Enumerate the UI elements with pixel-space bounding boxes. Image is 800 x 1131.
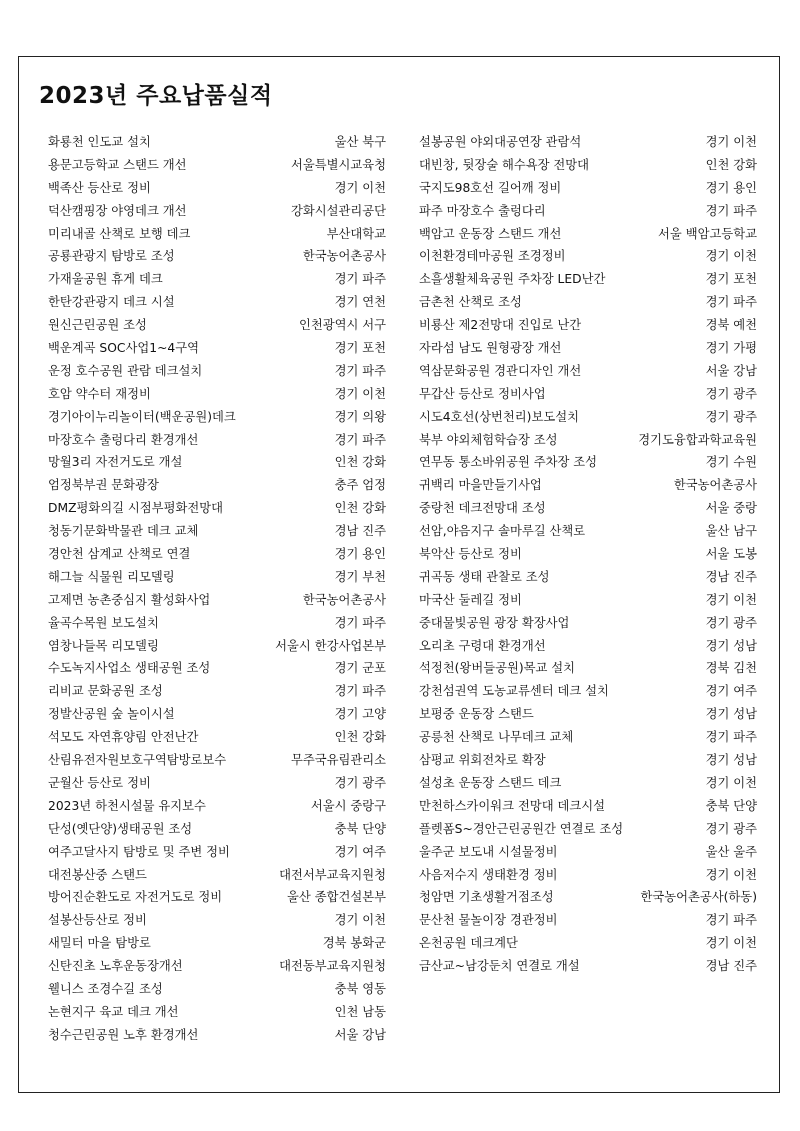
project-row [48, 978, 386, 1001]
project-row [48, 429, 386, 452]
project-name: 무갑산 등산로 정비사업 [419, 386, 546, 401]
project-name: DMZ평화의길 시점부평화전망대 [48, 501, 223, 516]
project-row [48, 291, 386, 314]
client-name: 경기 광주 [705, 821, 757, 836]
client-name: 한국농어촌공사(하동) [640, 890, 757, 905]
client-name: 경기 연천 [334, 295, 386, 310]
page-title: 2023년 주요납품실적 [39, 83, 273, 109]
project-row [419, 451, 757, 474]
client-name: 서울 백암고등학교 [658, 226, 757, 241]
project-name: 2023년 하천시설물 유지보수 [48, 798, 206, 813]
client-name: 경기 이천 [705, 936, 757, 951]
project-name: 단성(옛단양)생태공원 조성 [48, 821, 193, 836]
project-row [419, 841, 757, 864]
client-name: 경남 진주 [334, 524, 386, 539]
client-name: 대전동부교육지원청 [279, 959, 386, 974]
project-row [419, 429, 757, 452]
project-name: 백족산 등산로 정비 [48, 180, 151, 195]
project-row [48, 451, 386, 474]
project-row [419, 589, 757, 612]
project-row [48, 406, 386, 429]
project-row [48, 955, 386, 978]
project-name: 백운계곡 SOC사업1~4구역 [48, 341, 199, 356]
project-name: 청동기문화박물관 데크 교체 [48, 524, 199, 539]
client-name: 인천광역시 서구 [298, 318, 386, 333]
project-name: 설봉공원 야외대공연장 관람석 [419, 135, 582, 149]
project-name: 염창나들목 리모델링 [48, 638, 159, 653]
project-name: 수도녹지사업소 생태공원 조성 [48, 661, 211, 676]
client-name: 경기 광주 [705, 386, 757, 401]
project-row [48, 680, 386, 703]
project-row [419, 131, 757, 154]
project-name: 중랑천 데크전망대 조성 [419, 501, 546, 516]
client-name: 경기 성남 [705, 707, 757, 722]
project-row [48, 864, 386, 887]
client-name: 충북 영동 [334, 981, 386, 996]
project-row [48, 314, 386, 337]
client-name: 경기 성남 [705, 638, 757, 653]
project-row [48, 909, 386, 932]
project-row [419, 635, 757, 658]
project-row [419, 566, 757, 589]
project-row [419, 360, 757, 383]
client-name: 경기 이천 [705, 867, 757, 882]
client-name: 강화시설관리공단 [290, 203, 386, 218]
project-row [48, 657, 386, 680]
project-row [419, 772, 757, 795]
client-name: 경남 진주 [705, 959, 757, 974]
project-name: 문산천 물놀이장 경관정비 [419, 913, 558, 928]
project-name: 비룡산 제2전망대 진입로 난간 [419, 318, 582, 333]
client-name: 울산 남구 [705, 524, 757, 539]
project-row [419, 955, 757, 978]
project-row [419, 703, 757, 726]
project-name: 정발산공원 숲 놀이시설 [48, 707, 175, 722]
project-row [419, 406, 757, 429]
project-name: 운정 호수공원 관람 데크설치 [48, 363, 203, 378]
project-name: 새밀터 마을 탐방로 [48, 936, 151, 951]
project-row [419, 749, 757, 772]
client-name: 경기 광주 [705, 409, 757, 424]
project-name: 파주 마장호수 출렁다리 [419, 203, 546, 218]
client-name: 서울 도봉 [705, 547, 757, 562]
project-row [48, 543, 386, 566]
client-name: 경북 봉화군 [322, 936, 386, 951]
project-row [419, 543, 757, 566]
client-name: 충주 엄정 [334, 478, 386, 493]
project-name: 마국산 둘레길 정비 [419, 592, 522, 607]
project-row [419, 818, 757, 841]
left-column [48, 131, 386, 1047]
project-name: 북악산 등산로 정비 [419, 547, 522, 562]
project-name: 군월산 등산로 정비 [48, 775, 151, 790]
project-name: 소흘생활체육공원 주차장 LED난간 [419, 272, 606, 287]
project-row [48, 154, 386, 177]
project-row [419, 864, 757, 887]
project-row [48, 795, 386, 818]
project-name: 경안천 삼계교 산책로 연결 [48, 547, 191, 562]
project-row [48, 223, 386, 246]
project-row [48, 200, 386, 223]
client-name: 경기 이천 [705, 592, 757, 607]
project-row [48, 635, 386, 658]
client-name: 경기 이천 [334, 913, 386, 928]
client-name: 울산 울주 [705, 844, 757, 859]
client-name: 서울 강남 [334, 1027, 386, 1042]
client-name: 무주국유림관리소 [290, 753, 386, 768]
client-name: 인천 남동 [334, 1004, 386, 1019]
client-name: 인천 강화 [705, 157, 757, 172]
project-name: 여주고달사지 탐방로 및 주변 정비 [48, 844, 230, 859]
client-name: 경기 파주 [334, 432, 386, 447]
project-row [48, 726, 386, 749]
project-row [48, 497, 386, 520]
project-row [48, 589, 386, 612]
project-row [48, 818, 386, 841]
client-name: 인천 강화 [334, 455, 386, 470]
project-name: 용문고등학교 스탠드 개선 [48, 157, 187, 172]
project-name: 한탄강관광지 데크 시설 [48, 295, 175, 310]
client-name: 경기 이천 [705, 249, 757, 264]
client-name: 한국농어촌공사 [302, 249, 386, 264]
client-name: 경기 이천 [705, 775, 757, 790]
project-row [48, 566, 386, 589]
client-name: 대전서부교육지원청 [279, 867, 386, 882]
project-name: 마장호수 출렁다리 환경개선 [48, 432, 199, 447]
project-row [419, 383, 757, 406]
client-name: 경북 김천 [705, 661, 757, 676]
project-name: 가재울공원 휴게 데크 [48, 272, 163, 287]
project-name: 설성초 운동장 스탠드 데크 [419, 775, 562, 790]
client-name: 경기도융합과학교육원 [638, 432, 757, 447]
right-column [419, 131, 757, 978]
project-row [48, 474, 386, 497]
project-name: 공릉천 산책로 나무데크 교체 [419, 730, 574, 745]
client-name: 충북 단양 [705, 798, 757, 813]
project-row [48, 268, 386, 291]
project-row [48, 612, 386, 635]
project-name: 금촌천 산책로 조성 [419, 295, 522, 310]
project-row [419, 680, 757, 703]
project-row [48, 520, 386, 543]
project-row [419, 612, 757, 635]
project-name: 이천환경테마공원 조경정비 [419, 249, 566, 264]
project-row [48, 749, 386, 772]
project-name: 오리초 구령대 환경개선 [419, 638, 546, 653]
project-name: 대빈창, 뒷장술 해수욕장 전망대 [419, 157, 590, 172]
client-name: 충북 단양 [334, 821, 386, 836]
project-name: 북부 야외체험학습장 조성 [419, 432, 558, 447]
project-name: 플렛폼S~경안근린공원간 연결로 조성 [419, 821, 624, 836]
project-row [48, 1001, 386, 1024]
project-row [419, 932, 757, 955]
client-name: 경기 가평 [705, 341, 757, 356]
project-name: 만천하스카이워크 전망대 데크시설 [419, 798, 605, 813]
project-name: 해그늘 식물원 리모델링 [48, 569, 175, 584]
client-name: 울산 종합건설본부 [287, 890, 386, 905]
project-name: 귀곡동 생태 관찰로 조성 [419, 569, 550, 584]
client-name: 경기 부천 [334, 569, 386, 584]
project-row [419, 154, 757, 177]
project-name: 논현지구 육교 데크 개선 [48, 1004, 179, 1019]
project-name: 선암,야음지구 솔마루길 산책로 [419, 524, 586, 539]
project-row [419, 497, 757, 520]
project-row [419, 795, 757, 818]
client-name: 경기 수원 [705, 455, 757, 470]
project-row [48, 841, 386, 864]
project-name: 웰니스 조경수길 조성 [48, 981, 163, 996]
client-name: 경기 성남 [705, 753, 757, 768]
project-row [419, 474, 757, 497]
client-name: 경기 포천 [334, 341, 386, 356]
client-name: 경기 이천 [334, 386, 386, 401]
client-name: 경기 포천 [705, 272, 757, 287]
client-name: 울산 북구 [334, 135, 386, 149]
project-name: 청수근린공원 노후 환경개선 [48, 1027, 199, 1042]
project-row [419, 245, 757, 268]
client-name: 경기 파주 [705, 913, 757, 928]
project-name: 엄정북부권 문화광장 [48, 478, 159, 493]
project-row [48, 932, 386, 955]
project-name: 원신근린공원 조성 [48, 318, 147, 333]
project-row [419, 268, 757, 291]
project-name: 중대물빛공원 광장 확장사업 [419, 615, 570, 630]
project-row [419, 291, 757, 314]
project-row [419, 520, 757, 543]
client-name: 경기 이천 [334, 180, 386, 195]
project-row [419, 337, 757, 360]
client-name: 서울 중랑 [705, 501, 757, 516]
project-name: 시도4호선(상번천리)보도설치 [419, 409, 579, 424]
project-name: 사음저수지 생태환경 정비 [419, 867, 558, 882]
client-name: 경기 파주 [705, 730, 757, 745]
project-row [419, 314, 757, 337]
client-name: 경기 파주 [334, 615, 386, 630]
project-name: 국지도98호선 길어깨 정비 [419, 180, 562, 195]
client-name: 경기 파주 [334, 363, 386, 378]
project-name: 귀백리 마을만들기사업 [419, 478, 542, 493]
project-name: 강천섬권역 도농교류센터 데크 설치 [419, 684, 609, 699]
project-name: 경기아이누리놀이터(백운공원)데크 [48, 409, 236, 424]
project-name: 산림유전자원보호구역탐방로보수 [48, 753, 227, 768]
project-row [419, 726, 757, 749]
client-name: 경기 이천 [705, 135, 757, 149]
project-name: 청암면 기초생활거점조성 [419, 890, 554, 905]
client-name: 서울 강남 [705, 363, 757, 378]
client-name: 서울시 한강사업본부 [275, 638, 386, 653]
project-name: 리비교 문화공원 조성 [48, 684, 163, 699]
project-row [48, 245, 386, 268]
project-name: 공룡관광지 탐방로 조성 [48, 249, 175, 264]
client-name: 서울시 중랑구 [310, 798, 386, 813]
project-name: 설봉산등산로 정비 [48, 913, 147, 928]
project-row [419, 223, 757, 246]
client-name: 한국농어촌공사 [302, 592, 386, 607]
client-name: 한국농어촌공사 [673, 478, 757, 493]
project-name: 자라섬 남도 원형광장 개선 [419, 341, 562, 356]
project-row [48, 383, 386, 406]
project-name: 율곡수목원 보도설치 [48, 615, 159, 630]
project-row [48, 360, 386, 383]
client-name: 경기 파주 [705, 295, 757, 310]
client-name: 경기 여주 [334, 844, 386, 859]
client-name: 경기 파주 [334, 684, 386, 699]
project-name: 삼평교 위회전차로 확장 [419, 753, 546, 768]
client-name: 경기 광주 [705, 615, 757, 630]
project-row [419, 200, 757, 223]
project-name: 미리내골 산책로 보행 데크 [48, 226, 191, 241]
project-row [48, 703, 386, 726]
client-name: 경기 고양 [334, 707, 386, 722]
project-name: 덕산캠핑장 야영데크 개선 [48, 203, 187, 218]
project-name: 신탄진초 노후운동장개선 [48, 959, 183, 974]
project-name: 고제면 농촌중심지 활성화사업 [48, 592, 211, 607]
project-row [48, 337, 386, 360]
project-name: 석모도 자연휴양림 안전난간 [48, 730, 199, 745]
client-name: 경기 파주 [705, 203, 757, 218]
project-row [48, 1024, 386, 1047]
client-name: 서울특별시교육청 [290, 157, 386, 172]
client-name: 인천 강화 [334, 501, 386, 516]
project-name: 호암 약수터 재정비 [48, 386, 151, 401]
project-name: 보평중 운동장 스탠드 [419, 707, 534, 722]
project-name: 대전봉산중 스탠드 [48, 867, 147, 882]
client-name: 부산대학교 [326, 226, 386, 241]
project-name: 석정천(왕버들공원)목교 설치 [419, 661, 576, 676]
project-name: 온천공원 데크계단 [419, 936, 518, 951]
client-name: 경기 광주 [334, 775, 386, 790]
project-row [419, 909, 757, 932]
client-name: 경기 군포 [334, 661, 386, 676]
client-name: 경기 의왕 [334, 409, 386, 424]
project-name: 방어진순환도로 자전거도로 정비 [48, 890, 223, 905]
project-name: 연무동 통소바위공원 주차장 조성 [419, 455, 598, 470]
project-name: 역삼문화공원 경관디자인 개선 [419, 363, 582, 378]
client-name: 경기 여주 [705, 684, 757, 699]
project-row [48, 886, 386, 909]
project-name: 백암고 운동장 스탠드 개선 [419, 226, 562, 241]
project-name: 금산교~남강둔치 연결로 개설 [419, 959, 580, 974]
client-name: 경남 진주 [705, 569, 757, 584]
project-row [48, 131, 386, 154]
client-name: 경북 예천 [705, 318, 757, 333]
project-name: 울주군 보도내 시설물정비 [419, 844, 558, 859]
client-name: 경기 파주 [334, 272, 386, 287]
project-row [48, 772, 386, 795]
client-name: 경기 용인 [334, 547, 386, 562]
project-row [419, 177, 757, 200]
document-frame [18, 56, 780, 1093]
project-name: 망월3리 자전거도로 개설 [48, 455, 183, 470]
project-row [419, 657, 757, 680]
client-name: 경기 용인 [705, 180, 757, 195]
client-name: 인천 강화 [334, 730, 386, 745]
project-row [48, 177, 386, 200]
project-name: 화룡천 인도교 설치 [48, 135, 151, 149]
project-row [419, 886, 757, 909]
